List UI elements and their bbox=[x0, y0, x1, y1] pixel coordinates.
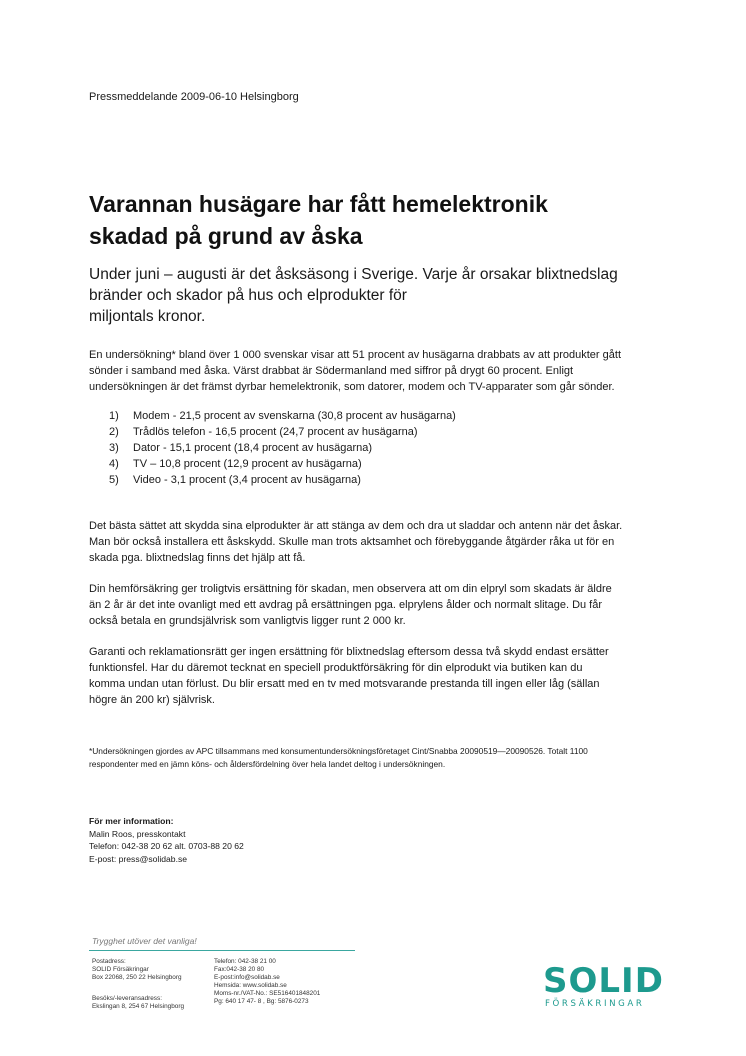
warranty-paragraph bbox=[89, 644, 665, 708]
contact-line: Fax:042-38 20 80 bbox=[214, 966, 265, 973]
paragraph-line: Man bör också installera ett åskskydd. Skulle man trots aktsamhet och förebyggande åtgärder råka ut för en bbox=[89, 536, 615, 548]
list-item bbox=[109, 440, 456, 456]
contact-heading: För mer information: bbox=[89, 816, 174, 826]
paragraph-line: Det bästa sättet att skydda sina elprodukter är att stänga av dem och dra ut sladdar och antenn när det åskar. bbox=[89, 520, 623, 532]
contact-line: Moms-nr./VAT-No.: SE516401848201 bbox=[214, 990, 321, 997]
paragraph-line: Din hemförsäkring ger troligtvis ersättning för skadan, men observera att om din elpryl som skadats är äldre bbox=[89, 583, 612, 595]
list-item bbox=[109, 408, 456, 424]
lead-line: bränder och skador på hus och elprodukter för bbox=[89, 287, 407, 304]
list-number: 2) bbox=[109, 426, 119, 438]
list-item bbox=[109, 456, 456, 472]
headline-line: Varannan husägare har fått hemelektronik bbox=[89, 191, 548, 217]
list-item bbox=[109, 472, 456, 488]
address-line: Postadress: bbox=[92, 958, 126, 965]
footer-divider bbox=[89, 950, 355, 951]
paragraph-line: funktionsfel. Har du däremot tecknat en speciell produktförsäkring för din elprodukt via butiken kan du bbox=[89, 662, 583, 674]
list-number: 1) bbox=[109, 410, 119, 422]
headline bbox=[89, 188, 649, 252]
address-line: Box 22068, 250 22 Helsingborg bbox=[92, 974, 182, 981]
contact-line[interactable]: Hemsida: www.solidab.se bbox=[214, 982, 287, 989]
dateline: Pressmeddelande 2009-06-10 Helsingborg bbox=[89, 91, 299, 103]
lead-paragraph bbox=[89, 264, 669, 327]
address-line: SOLID Försäkringar bbox=[92, 966, 149, 973]
intro-line: En undersökning* bland över 1 000 svenskar visar att 51 procent av husägarna drabbats av att produkter gått bbox=[89, 349, 621, 361]
protection-paragraph bbox=[89, 518, 665, 566]
contact-email[interactable]: E-post: press@solidab.se bbox=[89, 853, 188, 864]
footer-tagline: Trygghet utöver det vanliga! bbox=[92, 936, 197, 946]
footnote-line: *Undersökningen gjordes av APC tillsammans med konsumentundersökningsföretaget Cint/Snabba 20090519—20090526. Totalt 1100 bbox=[89, 746, 588, 756]
lead-line: miljontals kronor. bbox=[89, 308, 206, 325]
paragraph-line: komma undan utan förlust. Du blir ersatt med en tv med motsvarande prestanda till ingen eller låg (sällan bbox=[89, 678, 600, 690]
intro-line: sönder i samband med åska. Värst drabbat är Södermanland med siffror på drygt 60 procent. Enligt bbox=[89, 365, 574, 377]
lead-line: Under juni – augusti är det åsksäsong i Sverige. Varje år orsakar blixtnedslag bbox=[89, 266, 618, 283]
contact-name: Malin Roos, presskontakt bbox=[89, 828, 186, 839]
intro-line: undersökningen är det främst dyrbar hemelektronik, som datorer, modem och TV-apparater som går sönder. bbox=[89, 381, 615, 393]
survey-footnote bbox=[89, 745, 689, 771]
address-line: Ekslingan 8, 254 67 Helsingborg bbox=[92, 1003, 185, 1010]
paragraph-line: också betala en grundsjälvrisk som vanligtvis ligger runt 2 000 kr. bbox=[89, 615, 406, 627]
paragraph-line: Garanti och reklamationsrätt ger ingen ersättning för blixtnedslag eftersom dessa två skydd endast ersätter bbox=[89, 646, 609, 658]
paragraph-line: högre än 200 kr) självrisk. bbox=[89, 694, 215, 706]
damage-statistics-list bbox=[109, 408, 456, 488]
contact-line[interactable]: E-post:info@solidab.se bbox=[214, 974, 280, 981]
list-text: Video - 3,1 procent (3,4 procent av husägarna) bbox=[133, 474, 361, 486]
list-text: Dator - 15,1 procent (18,4 procent av husägarna) bbox=[133, 442, 373, 454]
paragraph-line: än 2 år är det inte ovanligt med ett avdrag på ersättningen pga. elprylens ålder och normalt slitage. Du får bbox=[89, 599, 603, 611]
list-number: 4) bbox=[109, 458, 119, 470]
address-line: Besöks/-leveransadress: bbox=[92, 995, 162, 1002]
list-text: TV – 10,8 procent (12,9 procent av husägarna) bbox=[133, 458, 362, 470]
contact-line: Pg: 640 17 47- 8 , Bg: 5876-0273 bbox=[214, 998, 309, 1005]
list-number: 3) bbox=[109, 442, 119, 454]
list-number: 5) bbox=[109, 474, 119, 486]
logo-wordmark: SOLID bbox=[543, 961, 664, 1001]
list-text: Modem - 21,5 procent av svenskarna (30,8 procent av husägarna) bbox=[133, 410, 456, 422]
company-contacts bbox=[214, 958, 320, 1006]
solid-logo bbox=[543, 961, 664, 1009]
footnote-line: respondenter med en jämn köns- och åldersfördelning över hela landet deltog i undersökningen. bbox=[89, 759, 446, 769]
insurance-paragraph bbox=[89, 581, 665, 629]
contact-block bbox=[89, 815, 244, 865]
headline-line: skadad på grund av åska bbox=[89, 223, 363, 249]
list-text: Trådlös telefon - 16,5 procent (24,7 procent av husägarna) bbox=[133, 426, 418, 438]
contact-line: Telefon: 042-38 21 00 bbox=[214, 958, 276, 965]
logo-subtitle: FÖRSÄKRINGAR bbox=[545, 999, 645, 1009]
visiting-address bbox=[92, 995, 184, 1011]
list-item bbox=[109, 424, 456, 440]
postal-address bbox=[92, 958, 182, 982]
contact-phone: Telefon: 042-38 20 62 alt. 0703-88 20 62 bbox=[89, 841, 244, 851]
paragraph-line: skada pga. blixtnedslag finns det hjälp att få. bbox=[89, 552, 306, 564]
intro-paragraph bbox=[89, 347, 665, 395]
